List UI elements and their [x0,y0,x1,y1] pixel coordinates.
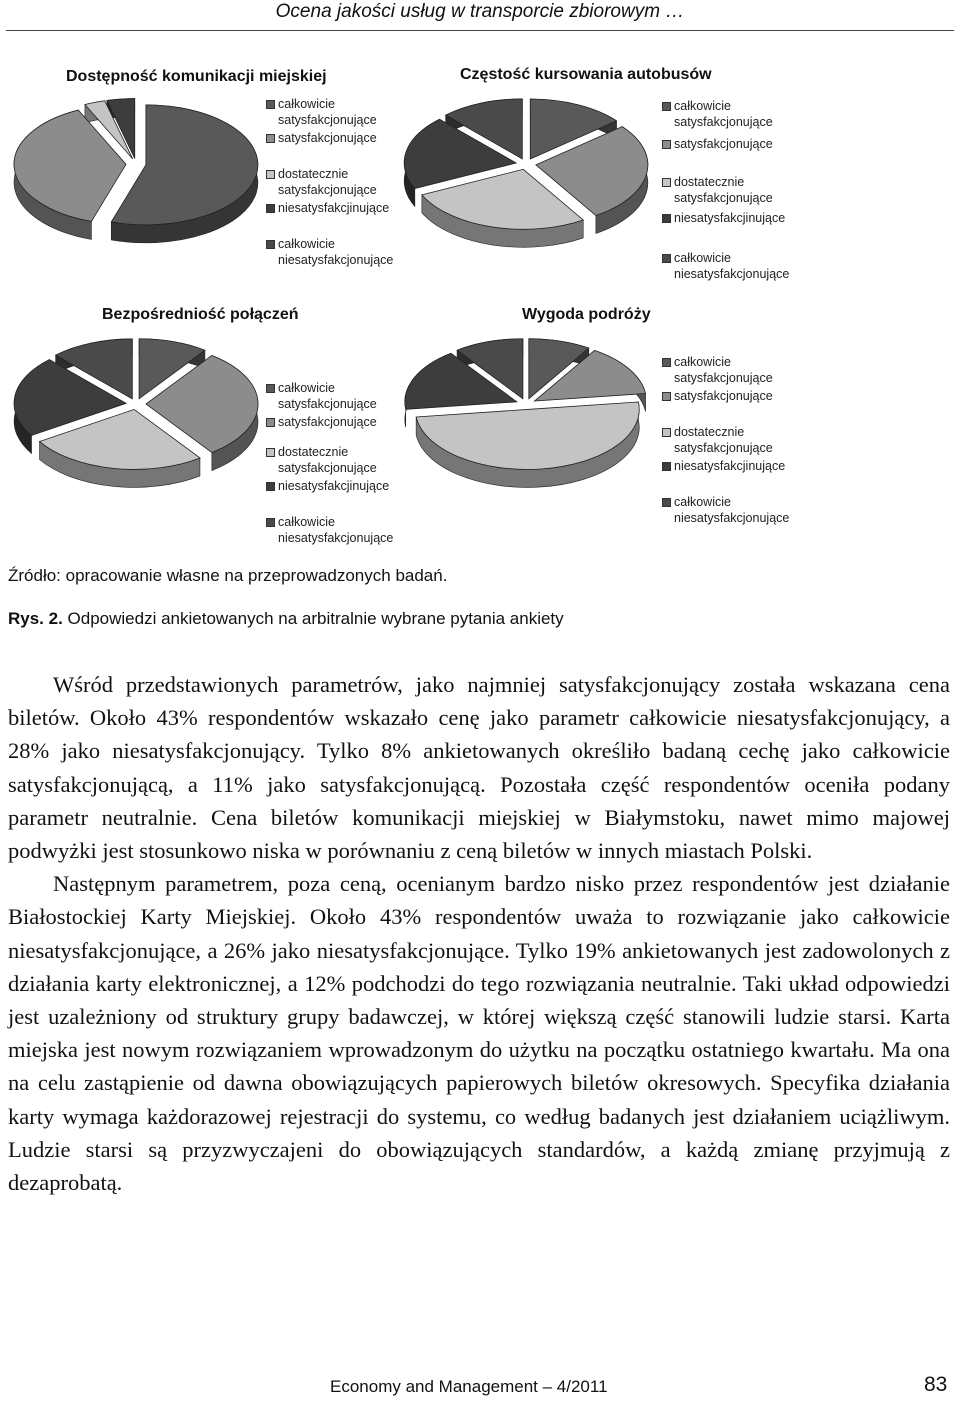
legend-swatch [266,384,275,393]
legend-swatch [266,418,275,427]
running-head: Ocena jakości usług w transporcie zbiorowym … [275,1,685,22]
legend-label: całkowicie satysfakcjonujące [674,355,773,385]
legend-item [662,250,822,282]
caption-label: Rys. 2. [8,609,63,628]
legend-label: niesatysfakcjinujące [278,201,390,215]
legend-swatch [662,462,671,471]
legend-label: całkowicie niesatysfakcjonujące [278,515,394,545]
chart-title: Wygoda podróży [522,306,651,323]
page-number: 83 [924,1373,948,1396]
paragraph: Następnym parametrem, poza ceną, ocenianym bardzo nisko przez respondentów jest działanie Białostockiej Karty Miejskiej. Około 43% respondentów uważa to rozwiązanie jako całkowicie niesatysfakcjonujące, a 26% jako niesatysfakcjonujące. Tylko 19% ankietowanych jest zadowolonych z działania karty elektronicznej, a 12% podchodzi do tego rozwiązania neutralnie. Taki układ odpowiedzi jest uzależniony od struktury grupy badawczej, w której większą część stanowili ludzie starsi. Karta miejska jest nowym rozwiązaniem wprowadzonym do użytku na początku ostatniego kwartału. Ma ona na celu zastąpienie od dawna obowiązujących papierowych biletów okresowych. Specyfika działania karty wymaga każdorazowej rejestracji do systemu, co według badanych jest działaniem uciążliwym. Ludzie starsi są przyzwyczajeni do obowiązujących standardów, a każdą zmianę przyjmują z dezaprobatą. [8,871,950,1196]
legend-item [662,136,822,152]
figure-pie-charts [6,44,954,545]
legend-label: niesatysfakcjinujące [674,211,786,225]
legend-swatch [266,170,275,179]
figure-source: Źródło: opracowanie własne na przeprowadzonych badań. [8,566,448,585]
paragraph: Wśród przedstawionych parametrów, jako najmniej satysfakcjonujący została wskazana cena biletów. Około 43% respondentów wskazało cenę jako parametr całkowicie niesatysfakcjonujący, a 28% jako niesatysfakcjonujący. Tylko 8% ankietowanych określiło badaną cechę jako całkowicie satysfakcjonującą, a 11% jako satysfakcjonującą. Pozostała część respondentów oceniła podany parametr neutralnie. Cena biletów komunikacji miejskiej w Białymstoku, nawet mimo majowej podwyżki jest stosunkowo niska w porównaniu z ceną biletów w innych miastach Polski. [8,672,950,864]
chart-title: Bezpośredniość połączeń [102,306,299,323]
legend-swatch [266,240,275,249]
legend-label: całkowicie satysfakcjonujące [278,97,377,127]
legend-swatch [266,448,275,457]
pie-svg [6,284,306,524]
legend-item [662,424,822,456]
figure-caption [8,609,564,629]
footer-journal: Economy and Management – 4/2011 [330,1377,608,1396]
chart-title: Dostępność komunikacji miejskiej [66,68,327,85]
legend-item [662,458,822,474]
legend-swatch [662,102,671,111]
legend-swatch [662,498,671,507]
legend-label: satysfakcjonujące [278,131,377,145]
caption-text: Odpowiedzi ankietowanych na arbitralnie wybrane pytania ankiety [62,609,564,628]
header-rule [6,30,954,31]
legend-swatch [662,428,671,437]
chart-title: Częstość kursowania autobusów [460,66,712,83]
legend-swatch [266,482,275,491]
pie-svg [6,44,306,284]
legend-swatch [266,518,275,527]
legend-item [662,174,822,206]
legend-label: całkowicie niesatysfakcjonujące [674,251,790,281]
legend-swatch [662,140,671,149]
legend-swatch [662,254,671,263]
legend-label: całkowicie satysfakcjonujące [674,99,773,129]
legend-item [662,354,822,386]
legend-label: niesatysfakcjinujące [674,459,786,473]
legend-swatch [266,134,275,143]
legend-swatch [266,100,275,109]
legend-swatch [662,358,671,367]
legend-label: niesatysfakcjinujące [278,479,390,493]
legend-label: dostatecznie satysfakcjonujące [674,425,773,455]
legend-item [662,388,822,404]
legend-swatch [266,204,275,213]
legend-label: dostatecznie satysfakcjonujące [278,167,377,197]
legend-swatch [662,392,671,401]
pie-chart-4 [396,284,870,524]
legend-label: całkowicie satysfakcjonujące [278,381,377,411]
body-text [8,668,950,1199]
legend-item [662,98,822,130]
legend-item [662,494,822,526]
legend-label: satysfakcjonujące [674,389,773,403]
pie-chart-2 [396,44,870,284]
pie-svg [396,284,696,524]
legend-label: satysfakcjonujące [278,415,377,429]
legend-label: dostatecznie satysfakcjonujące [278,445,377,475]
legend-label: całkowicie niesatysfakcjonujące [278,237,394,267]
pie-svg [396,44,696,284]
legend-label: dostatecznie satysfakcjonujące [674,175,773,205]
legend-label: całkowicie niesatysfakcjonujące [674,495,790,525]
legend-item [662,210,822,226]
legend-swatch [662,214,671,223]
legend-label: satysfakcjonujące [674,137,773,151]
legend-swatch [662,178,671,187]
